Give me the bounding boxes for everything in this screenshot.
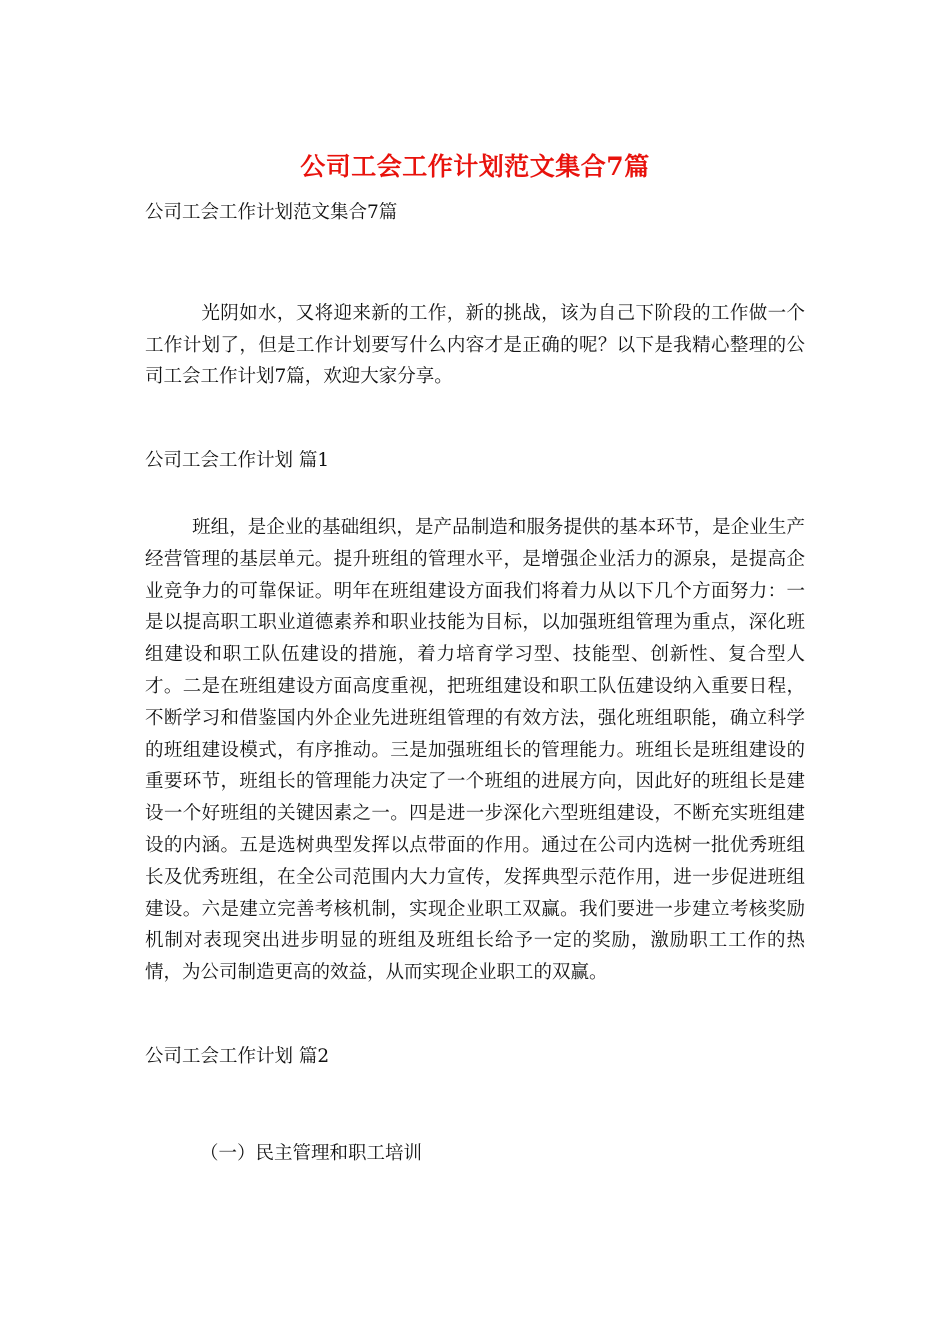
section-1-paragraph bbox=[145, 512, 805, 989]
intro-paragraph bbox=[145, 298, 805, 393]
section-1-text: 班组，是企业的基础组织，是产品制造和服务提供的基本环节，是企业生产经营管理的基层单元。提升班组的管理水平，是增强企业活力的源泉，是提高企业竞争力的可靠保证。明年在班组建设方面我们将着力从以下几个方面努力：一是以提高职工职业道德素养和职业技能为目标，以加强班组管理为重点，深化班组建设和职工队伍建设的措施，着力培育学习型、技能型、创新性、复合型人才。二是在班组建设方面高度重视，把班组建设和职工队伍建设纳入重要日程，不断学习和借鉴国内外企业先进班组管理的有效方法，强化班组职能，确立科学的班组建设模式，有序推动。三是加强班组长的管理能力。班组长是班组建设的重要环节，班组长的管理能力决定了一个班组的进展方向，因此好的班组长是建设一个好班组的关键因素之一。四是进一步深化六型班组建设，不断充实班组建设的内涵。五是选树典型发挥以点带面的作用。通过在公司内选树一批优秀班组长及优秀班组，在全公司范围内大力宣传，发挥典型示范作用，进一步促进班组建设。六是建立完善考核机制，实现企业职工双赢。我们要进一步建立考核奖励机制对表现突出进步明显的班组及班组长给予一定的奖励，激励职工工作的热情，为公司制造更高的效益，从而实现企业职工的双赢。 bbox=[145, 517, 805, 984]
section-heading-1: 公司工会工作计划 篇1 bbox=[145, 450, 330, 471]
document-subtitle: 公司工会工作计划范文集合7篇 bbox=[145, 202, 398, 223]
section-2-subheading: （一）民主管理和职工培训 bbox=[200, 1143, 423, 1164]
section-heading-2: 公司工会工作计划 篇2 bbox=[145, 1046, 330, 1067]
intro-text: 光阴如水，又将迎来新的工作，新的挑战，该为自己下阶段的工作做一个工作计划了，但是工作计划要写什么内容才是正确的呢？以下是我精心整理的公司工会工作计划7篇，欢迎大家分享。 bbox=[145, 303, 805, 387]
document-title: 公司工会工作计划范文集合7篇 bbox=[300, 152, 650, 181]
